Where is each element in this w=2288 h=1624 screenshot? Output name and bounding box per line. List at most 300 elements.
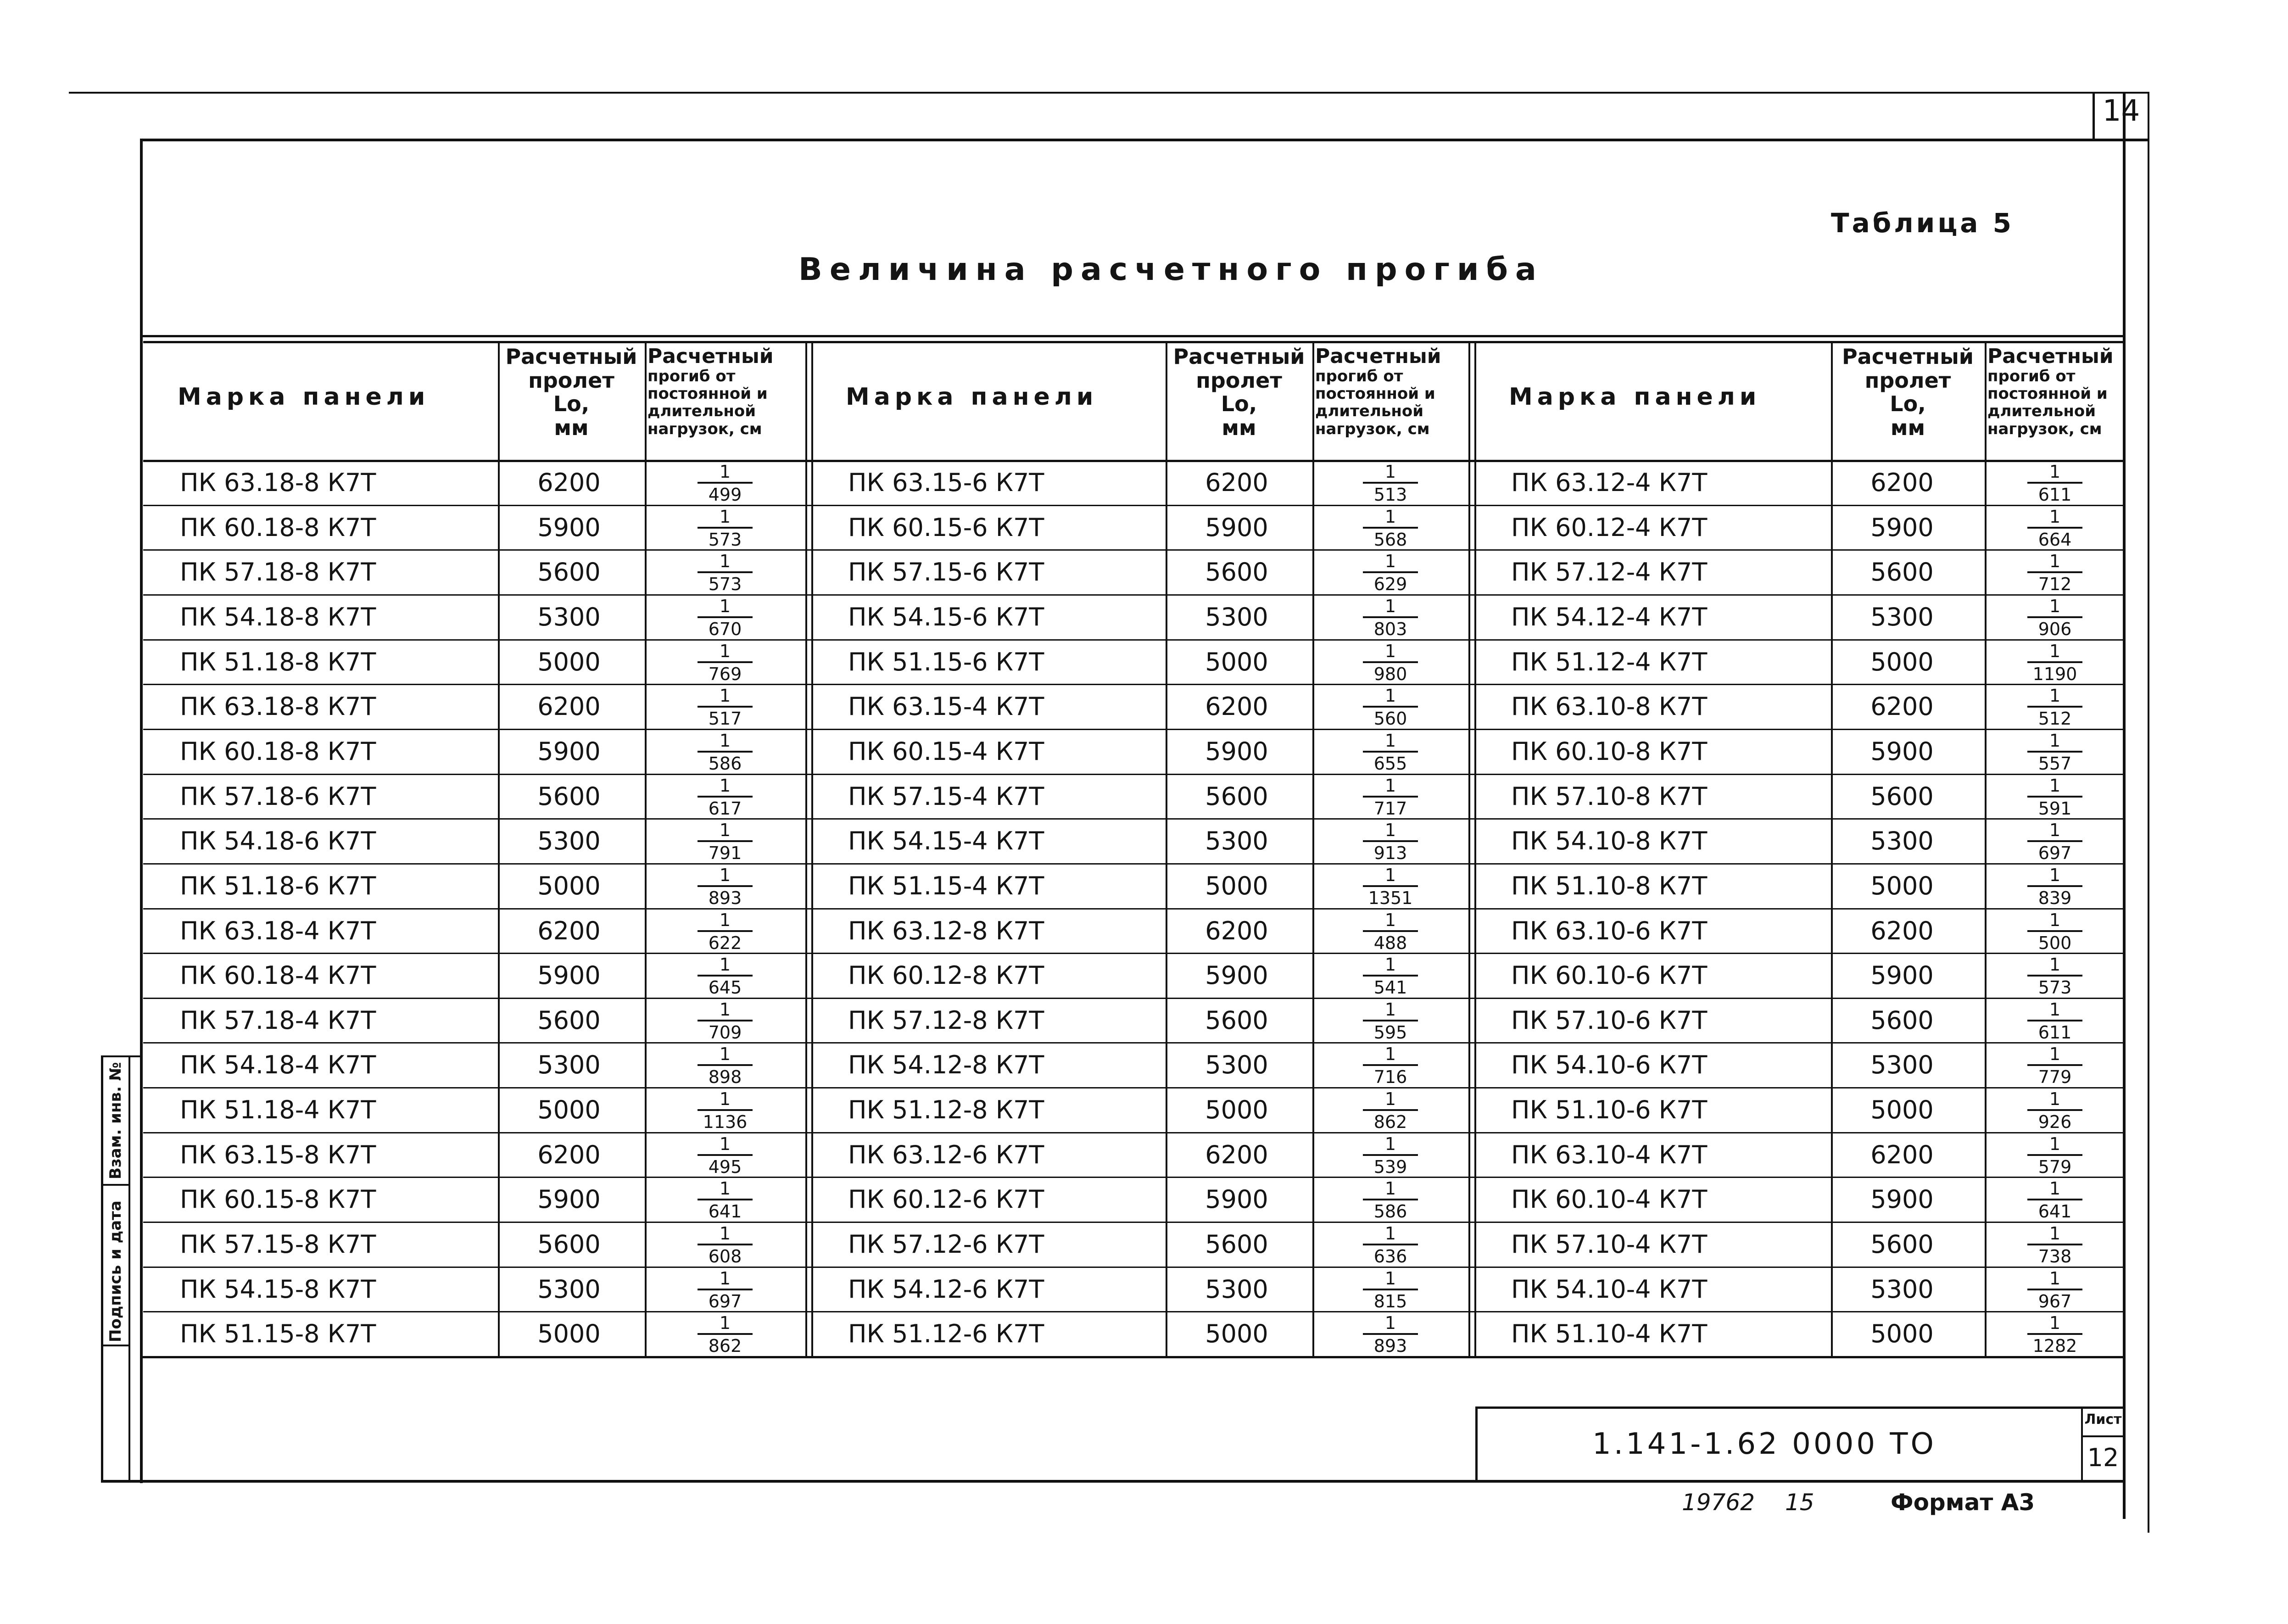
span-cell: 5600: [1205, 558, 1268, 586]
table-row-line: [143, 1311, 2125, 1312]
page-title: Величина расчетного прогиба: [798, 251, 1544, 288]
deflection-fraction: [698, 596, 753, 638]
fraction-numerator: 1: [719, 954, 731, 975]
table-row-line: [143, 1222, 2125, 1223]
deflection-fraction: [698, 1223, 753, 1266]
header-deflection-line: длительной: [1987, 402, 2096, 421]
deflection-fraction: [2027, 820, 2082, 862]
span-cell: 5600: [1205, 1230, 1268, 1259]
span-cell: 5600: [537, 1006, 601, 1035]
deflection-fraction: [2027, 1223, 2082, 1266]
panel-mark-cell: ПК 54.18-8 К7Т: [180, 603, 376, 631]
table-row-line: [143, 505, 2125, 506]
side-label-sign-date: Подпись и дата: [106, 1200, 125, 1342]
fraction-denominator: 636: [1363, 1244, 1418, 1266]
panel-mark-cell: ПК 57.12-6 К7Т: [848, 1230, 1044, 1259]
deflection-fraction: [698, 641, 753, 683]
header-deflection-line: прогиб от: [1315, 367, 1403, 386]
inventory-number: 19762: [1682, 1489, 1755, 1516]
span-cell: 5600: [1870, 782, 1934, 811]
panel-mark-cell: ПК 54.10-4 К7Т: [1511, 1275, 1708, 1304]
span-cell: 5000: [537, 871, 601, 900]
panel-mark-cell: ПК 60.18-8 К7Т: [180, 737, 376, 766]
deflection-fraction: [2027, 551, 2082, 593]
deflection-fraction: [2027, 1044, 2082, 1086]
panel-mark-cell: ПК 51.18-8 К7Т: [180, 647, 376, 676]
deflection-fraction: [2027, 462, 2082, 504]
span-cell: 5600: [1870, 1230, 1934, 1259]
header-span-line: пролет: [1864, 368, 1951, 393]
deflection-fraction: [698, 1089, 753, 1131]
fraction-denominator: 898: [698, 1064, 753, 1086]
table-group-divider: [1468, 341, 1470, 1356]
fraction-denominator: 697: [698, 1289, 753, 1311]
span-cell: 5600: [1205, 1006, 1268, 1035]
fraction-denominator: 573: [698, 527, 753, 549]
span-cell: 5900: [537, 737, 601, 766]
span-cell: 5300: [1870, 1050, 1934, 1079]
table-row-line: [143, 639, 2125, 641]
deflection-fraction: [2027, 507, 2082, 549]
span-cell: 6200: [1205, 916, 1268, 945]
fraction-numerator: 1: [1384, 1089, 1396, 1109]
table-row-line: [143, 908, 2125, 910]
fraction-denominator: 664: [2027, 527, 2082, 549]
table-row-line: [143, 953, 2125, 954]
panel-mark-cell: ПК 51.15-6 К7Т: [848, 647, 1044, 676]
stamp-sheet-label-line: [2081, 1435, 2125, 1437]
fraction-numerator: 1: [719, 1134, 731, 1154]
header-deflection-line: длительной: [647, 402, 756, 421]
header-design-span: [1166, 345, 1312, 440]
panel-mark-cell: ПК 57.18-8 К7Т: [180, 558, 376, 586]
deflection-fraction: [2027, 686, 2082, 728]
deflection-fraction: [1363, 686, 1418, 728]
panel-mark-cell: ПК 63.12-6 К7Т: [848, 1140, 1044, 1169]
fraction-denominator: 512: [2027, 706, 2082, 728]
panel-mark-cell: ПК 51.18-6 К7Т: [180, 871, 376, 900]
deflection-fraction: [1363, 910, 1418, 952]
deflection-fraction: [1363, 1134, 1418, 1176]
span-cell: 5600: [1205, 782, 1268, 811]
fraction-denominator: 573: [698, 571, 753, 593]
panel-mark-cell: ПК 57.10-4 К7Т: [1511, 1230, 1708, 1259]
span-cell: 5000: [1205, 871, 1268, 900]
sheet-label: Лист: [2084, 1412, 2122, 1428]
table-row-line: [143, 729, 2125, 730]
panel-mark-cell: ПК 60.18-4 К7Т: [180, 961, 376, 990]
fraction-numerator: 1: [719, 999, 731, 1020]
span-cell: 5900: [537, 961, 601, 990]
span-cell: 5600: [537, 782, 601, 811]
fraction-numerator: 1: [2049, 1134, 2061, 1154]
table-row-line: [143, 594, 2125, 596]
span-cell: 5600: [537, 1230, 601, 1259]
panel-mark-cell: ПК 57.18-4 К7Т: [180, 1006, 376, 1035]
span-cell: 5300: [537, 1275, 601, 1304]
span-cell: 6200: [537, 468, 601, 497]
deflection-fraction: [698, 462, 753, 504]
header-deflection: [647, 345, 803, 438]
table-header-bottom-line: [143, 460, 2125, 462]
deflection-fraction: [2027, 954, 2082, 997]
fraction-denominator: 629: [1363, 571, 1418, 593]
fraction-numerator: 1: [719, 551, 731, 571]
span-cell: 6200: [1870, 692, 1934, 721]
header-panel-mark: Марка панели: [846, 383, 1098, 411]
span-cell: 5000: [1870, 1319, 1934, 1348]
fraction-numerator: 1: [1384, 462, 1396, 482]
fraction-numerator: 1: [1384, 551, 1396, 571]
header-span-line: мм: [1890, 415, 1925, 440]
deflection-fraction: [2027, 999, 2082, 1042]
fraction-denominator: 893: [1363, 1333, 1418, 1355]
span-cell: 5300: [1205, 1275, 1268, 1304]
deflection-fraction: [1363, 596, 1418, 638]
fraction-numerator: 1: [719, 1178, 731, 1199]
fraction-numerator: 1: [2049, 686, 2061, 706]
fraction-denominator: 586: [1363, 1199, 1418, 1221]
fraction-denominator: 595: [1363, 1020, 1418, 1042]
panel-mark-cell: ПК 60.10-6 К7Т: [1511, 961, 1708, 990]
fraction-numerator: 1: [719, 1223, 731, 1244]
table-row-line: [143, 1177, 2125, 1178]
fraction-denominator: 791: [698, 840, 753, 862]
deflection-fraction: [698, 1178, 753, 1221]
span-cell: 5900: [1205, 737, 1268, 766]
panel-mark-cell: ПК 51.15-4 К7Т: [848, 871, 1044, 900]
header-design-span: [498, 345, 645, 440]
panel-mark-cell: ПК 51.12-8 К7Т: [848, 1095, 1044, 1124]
document-code: 1.141-1.62 0000 ТО: [1592, 1427, 1936, 1461]
panel-mark-cell: ПК 51.12-6 К7Т: [848, 1319, 1044, 1348]
fraction-numerator: 1: [2049, 776, 2061, 796]
deflection-fraction: [2027, 641, 2082, 683]
span-cell: 5300: [1870, 826, 1934, 855]
span-cell: 5000: [1870, 871, 1934, 900]
header-span-line: Lо,: [1221, 391, 1257, 417]
deflection-fraction: [698, 910, 753, 952]
panel-mark-cell: ПК 54.15-8 К7Т: [180, 1275, 376, 1304]
copy-number: 15: [1785, 1489, 1814, 1516]
fraction-denominator: 717: [1363, 796, 1418, 818]
deflection-fraction: [1363, 551, 1418, 593]
fraction-denominator: 622: [698, 930, 753, 952]
table-label: Таблица 5: [1831, 207, 2014, 239]
panel-mark-cell: ПК 60.12-6 К7Т: [848, 1185, 1044, 1214]
fraction-denominator: 716: [1363, 1064, 1418, 1086]
header-deflection-line: постоянной и: [1315, 385, 1435, 403]
deflection-fraction: [1363, 1223, 1418, 1266]
table-column-line: [645, 341, 647, 1356]
fraction-denominator: 769: [698, 661, 753, 683]
header-panel-mark: Марка панели: [178, 383, 430, 411]
span-cell: 6200: [1870, 916, 1934, 945]
deflection-fraction: [1363, 1089, 1418, 1131]
table-row-line: [143, 549, 2125, 551]
fraction-denominator: 839: [2027, 885, 2082, 907]
fraction-denominator: 926: [2027, 1109, 2082, 1131]
fraction-numerator: 1: [719, 731, 731, 751]
header-deflection-line: нагрузок, см: [1315, 419, 1430, 438]
panel-mark-cell: ПК 51.10-8 К7Т: [1511, 871, 1708, 900]
panel-mark-cell: ПК 60.15-6 К7Т: [848, 513, 1044, 542]
panel-mark-cell: ПК 63.12-4 К7Т: [1511, 468, 1708, 497]
panel-mark-cell: ПК 51.18-4 К7Т: [180, 1095, 376, 1124]
fraction-denominator: 513: [1363, 482, 1418, 504]
fraction-denominator: 500: [2027, 930, 2082, 952]
fraction-numerator: 1: [1384, 596, 1396, 616]
deflection-fraction: [1363, 865, 1418, 907]
fraction-numerator: 1: [719, 865, 731, 885]
fraction-numerator: 1: [719, 1268, 731, 1289]
fraction-numerator: 1: [2049, 507, 2061, 527]
span-cell: 5000: [537, 647, 601, 676]
deflection-fraction: [698, 1134, 753, 1176]
deflection-fraction: [1363, 462, 1418, 504]
panel-mark-cell: ПК 60.18-8 К7Т: [180, 513, 376, 542]
fraction-denominator: 517: [698, 706, 753, 728]
fraction-denominator: 712: [2027, 571, 2082, 593]
panel-mark-cell: ПК 63.15-4 К7Т: [848, 692, 1044, 721]
fraction-numerator: 1: [2049, 954, 2061, 975]
deflection-fraction: [698, 1044, 753, 1086]
table-column-line: [498, 341, 500, 1356]
header-deflection-line: Расчетный: [647, 345, 774, 368]
panel-mark-cell: ПК 54.15-6 К7Т: [848, 603, 1044, 631]
fraction-numerator: 1: [2049, 820, 2061, 840]
header-span-line: Расчетный: [1842, 344, 1974, 369]
stamp-top: [1475, 1406, 2125, 1409]
table-column-line: [1985, 341, 1987, 1356]
panel-mark-cell: ПК 60.15-8 К7Т: [180, 1185, 376, 1214]
fraction-denominator: 608: [698, 1244, 753, 1266]
fraction-denominator: 568: [1363, 527, 1418, 549]
panel-mark-cell: ПК 57.12-4 К7Т: [1511, 558, 1708, 586]
header-span-line: Lо,: [1890, 391, 1926, 417]
header-deflection-line: Расчетный: [1987, 345, 2114, 368]
panel-mark-cell: ПК 54.12-6 К7Т: [848, 1275, 1044, 1304]
deflection-fraction: [1363, 1044, 1418, 1086]
panel-mark-cell: ПК 51.10-6 К7Т: [1511, 1095, 1708, 1124]
span-cell: 5000: [1205, 1095, 1268, 1124]
header-deflection-line: прогиб от: [647, 367, 736, 386]
deflection-fraction: [1363, 1268, 1418, 1311]
fraction-denominator: 967: [2027, 1289, 2082, 1311]
table-row-line: [143, 1267, 2125, 1268]
fraction-numerator: 1: [719, 507, 731, 527]
span-cell: 5300: [1205, 826, 1268, 855]
span-cell: 5600: [1870, 558, 1934, 586]
fraction-numerator: 1: [1384, 1223, 1396, 1244]
fraction-denominator: 980: [1363, 661, 1418, 683]
table-group-divider: [1474, 341, 1476, 1356]
deflection-fraction: [2027, 1268, 2082, 1311]
panel-mark-cell: ПК 60.12-8 К7Т: [848, 961, 1044, 990]
deflection-fraction: [698, 507, 753, 549]
panel-mark-cell: ПК 57.15-8 К7Т: [180, 1230, 376, 1259]
span-cell: 5900: [1870, 961, 1934, 990]
panel-mark-cell: ПК 60.12-4 К7Т: [1511, 513, 1708, 542]
fraction-numerator: 1: [719, 1044, 731, 1064]
span-cell: 5000: [1205, 647, 1268, 676]
panel-mark-cell: ПК 63.10-8 К7Т: [1511, 692, 1708, 721]
fraction-numerator: 1: [1384, 1044, 1396, 1064]
panel-mark-cell: ПК 63.18-4 К7Т: [180, 916, 376, 945]
fraction-numerator: 1: [1384, 954, 1396, 975]
deflection-fraction: [2027, 1178, 2082, 1221]
span-cell: 5300: [1870, 603, 1934, 631]
span-cell: 5900: [1205, 961, 1268, 990]
fraction-numerator: 1: [1384, 776, 1396, 796]
fraction-denominator: 709: [698, 1020, 753, 1042]
fraction-numerator: 1: [1384, 1134, 1396, 1154]
fraction-numerator: 1: [2049, 865, 2061, 885]
fraction-denominator: 611: [2027, 1020, 2082, 1042]
panel-mark-cell: ПК 63.18-8 К7Т: [180, 692, 376, 721]
panel-mark-cell: ПК 54.10-8 К7Т: [1511, 826, 1708, 855]
deflection-fraction: [2027, 865, 2082, 907]
fraction-numerator: 1: [719, 776, 731, 796]
fraction-numerator: 1: [1384, 1268, 1396, 1289]
fraction-denominator: 499: [698, 482, 753, 504]
panel-mark-cell: ПК 54.12-8 К7Т: [848, 1050, 1044, 1079]
fraction-numerator: 1: [719, 820, 731, 840]
table-row-line: [143, 1087, 2125, 1088]
span-cell: 5300: [1205, 1050, 1268, 1079]
sheet-number: 12: [2087, 1443, 2119, 1472]
span-cell: 6200: [537, 1140, 601, 1169]
fraction-denominator: 1282: [2027, 1333, 2082, 1355]
panel-mark-cell: ПК 57.10-6 К7Т: [1511, 1006, 1708, 1035]
fraction-denominator: 697: [2027, 840, 2082, 862]
span-cell: 6200: [537, 692, 601, 721]
fraction-denominator: 803: [1363, 616, 1418, 638]
fraction-denominator: 906: [2027, 616, 2082, 638]
fraction-denominator: 579: [2027, 1154, 2082, 1176]
span-cell: 5900: [1870, 737, 1934, 766]
fraction-denominator: 1136: [698, 1109, 753, 1131]
panel-mark-cell: ПК 63.10-4 К7Т: [1511, 1140, 1708, 1169]
fraction-numerator: 1: [1384, 865, 1396, 885]
fraction-denominator: 641: [698, 1199, 753, 1221]
span-cell: 5000: [1205, 1319, 1268, 1348]
deflection-fraction: [1363, 731, 1418, 773]
panel-mark-cell: ПК 63.10-6 К7Т: [1511, 916, 1708, 945]
fraction-numerator: 1: [1384, 507, 1396, 527]
deflection-fraction: [698, 551, 753, 593]
table-row-line: [143, 998, 2125, 999]
panel-mark-cell: ПК 51.15-8 К7Т: [180, 1319, 376, 1348]
header-span-line: мм: [554, 415, 589, 440]
span-cell: 5900: [537, 513, 601, 542]
fraction-denominator: 1351: [1363, 885, 1418, 907]
panel-mark-cell: ПК 63.15-8 К7Т: [180, 1140, 376, 1169]
panel-mark-cell: ПК 51.12-4 К7Т: [1511, 647, 1708, 676]
fraction-numerator: 1: [2049, 1044, 2061, 1064]
span-cell: 5900: [1870, 513, 1934, 542]
fraction-denominator: 645: [698, 975, 753, 997]
fraction-denominator: 495: [698, 1154, 753, 1176]
table-row-line: [143, 1132, 2125, 1133]
stamp-left: [1475, 1406, 1478, 1482]
paper-format: Формат А3: [1891, 1489, 2035, 1516]
fraction-numerator: 1: [719, 641, 731, 661]
span-cell: 5900: [1870, 1185, 1934, 1214]
header-deflection-line: длительной: [1315, 402, 1424, 421]
header-design-span: [1831, 345, 1985, 440]
deflection-fraction: [2027, 1134, 2082, 1176]
fraction-numerator: 1: [719, 596, 731, 616]
table-row-line: [143, 818, 2125, 820]
fraction-numerator: 1: [719, 462, 731, 482]
deflection-fraction: [1363, 776, 1418, 818]
fraction-numerator: 1: [1384, 1178, 1396, 1199]
fraction-numerator: 1: [1384, 731, 1396, 751]
panel-mark-cell: ПК 63.15-6 К7Т: [848, 468, 1044, 497]
deflection-fraction: [698, 1313, 753, 1355]
span-cell: 5000: [1870, 647, 1934, 676]
deflection-fraction: [1363, 820, 1418, 862]
span-cell: 5000: [537, 1095, 601, 1124]
header-deflection-line: прогиб от: [1987, 367, 2076, 386]
fraction-numerator: 1: [2049, 910, 2061, 930]
span-cell: 5300: [1870, 1275, 1934, 1304]
fraction-denominator: 670: [698, 616, 753, 638]
deflection-fraction: [698, 865, 753, 907]
header-span-line: Lо,: [553, 391, 590, 417]
panel-mark-cell: ПК 63.12-8 К7Т: [848, 916, 1044, 945]
fraction-denominator: 815: [1363, 1289, 1418, 1311]
page-number: 14: [2102, 94, 2140, 128]
fraction-numerator: 1: [719, 1089, 731, 1109]
panel-mark-cell: ПК 54.18-4 К7Т: [180, 1050, 376, 1079]
table-column-line: [1166, 341, 1167, 1356]
fraction-numerator: 1: [2049, 462, 2061, 482]
span-cell: 6200: [537, 916, 601, 945]
fraction-numerator: 1: [2049, 551, 2061, 571]
span-cell: 5300: [537, 826, 601, 855]
fraction-denominator: 557: [2027, 751, 2082, 773]
deflection-fraction: [2027, 910, 2082, 952]
header-span-line: Расчетный: [505, 344, 637, 369]
header-panel-mark: Марка панели: [1509, 383, 1761, 411]
deflection-fraction: [2027, 596, 2082, 638]
table-row-line: [143, 684, 2125, 685]
fraction-denominator: 541: [1363, 975, 1418, 997]
fraction-denominator: 573: [2027, 975, 2082, 997]
panel-mark-cell: ПК 54.12-4 К7Т: [1511, 603, 1708, 631]
deflection-fraction: [698, 820, 753, 862]
deflection-fraction: [1363, 507, 1418, 549]
fraction-denominator: 913: [1363, 840, 1418, 862]
span-cell: 5300: [537, 603, 601, 631]
fraction-numerator: 1: [719, 910, 731, 930]
deflection-fraction: [2027, 1313, 2082, 1355]
span-cell: 5000: [1870, 1095, 1934, 1124]
fraction-numerator: 1: [1384, 999, 1396, 1020]
fraction-numerator: 1: [1384, 910, 1396, 930]
header-deflection: [1315, 345, 1466, 438]
span-cell: 5000: [537, 1319, 601, 1348]
deflection-fraction: [1363, 641, 1418, 683]
panel-mark-cell: ПК 57.10-8 К7Т: [1511, 782, 1708, 811]
deflection-fraction: [1363, 1313, 1418, 1355]
fraction-denominator: 893: [698, 885, 753, 907]
table-top-line: [143, 341, 2125, 343]
deflection-fraction: [2027, 1089, 2082, 1131]
span-cell: 5300: [1205, 603, 1268, 631]
